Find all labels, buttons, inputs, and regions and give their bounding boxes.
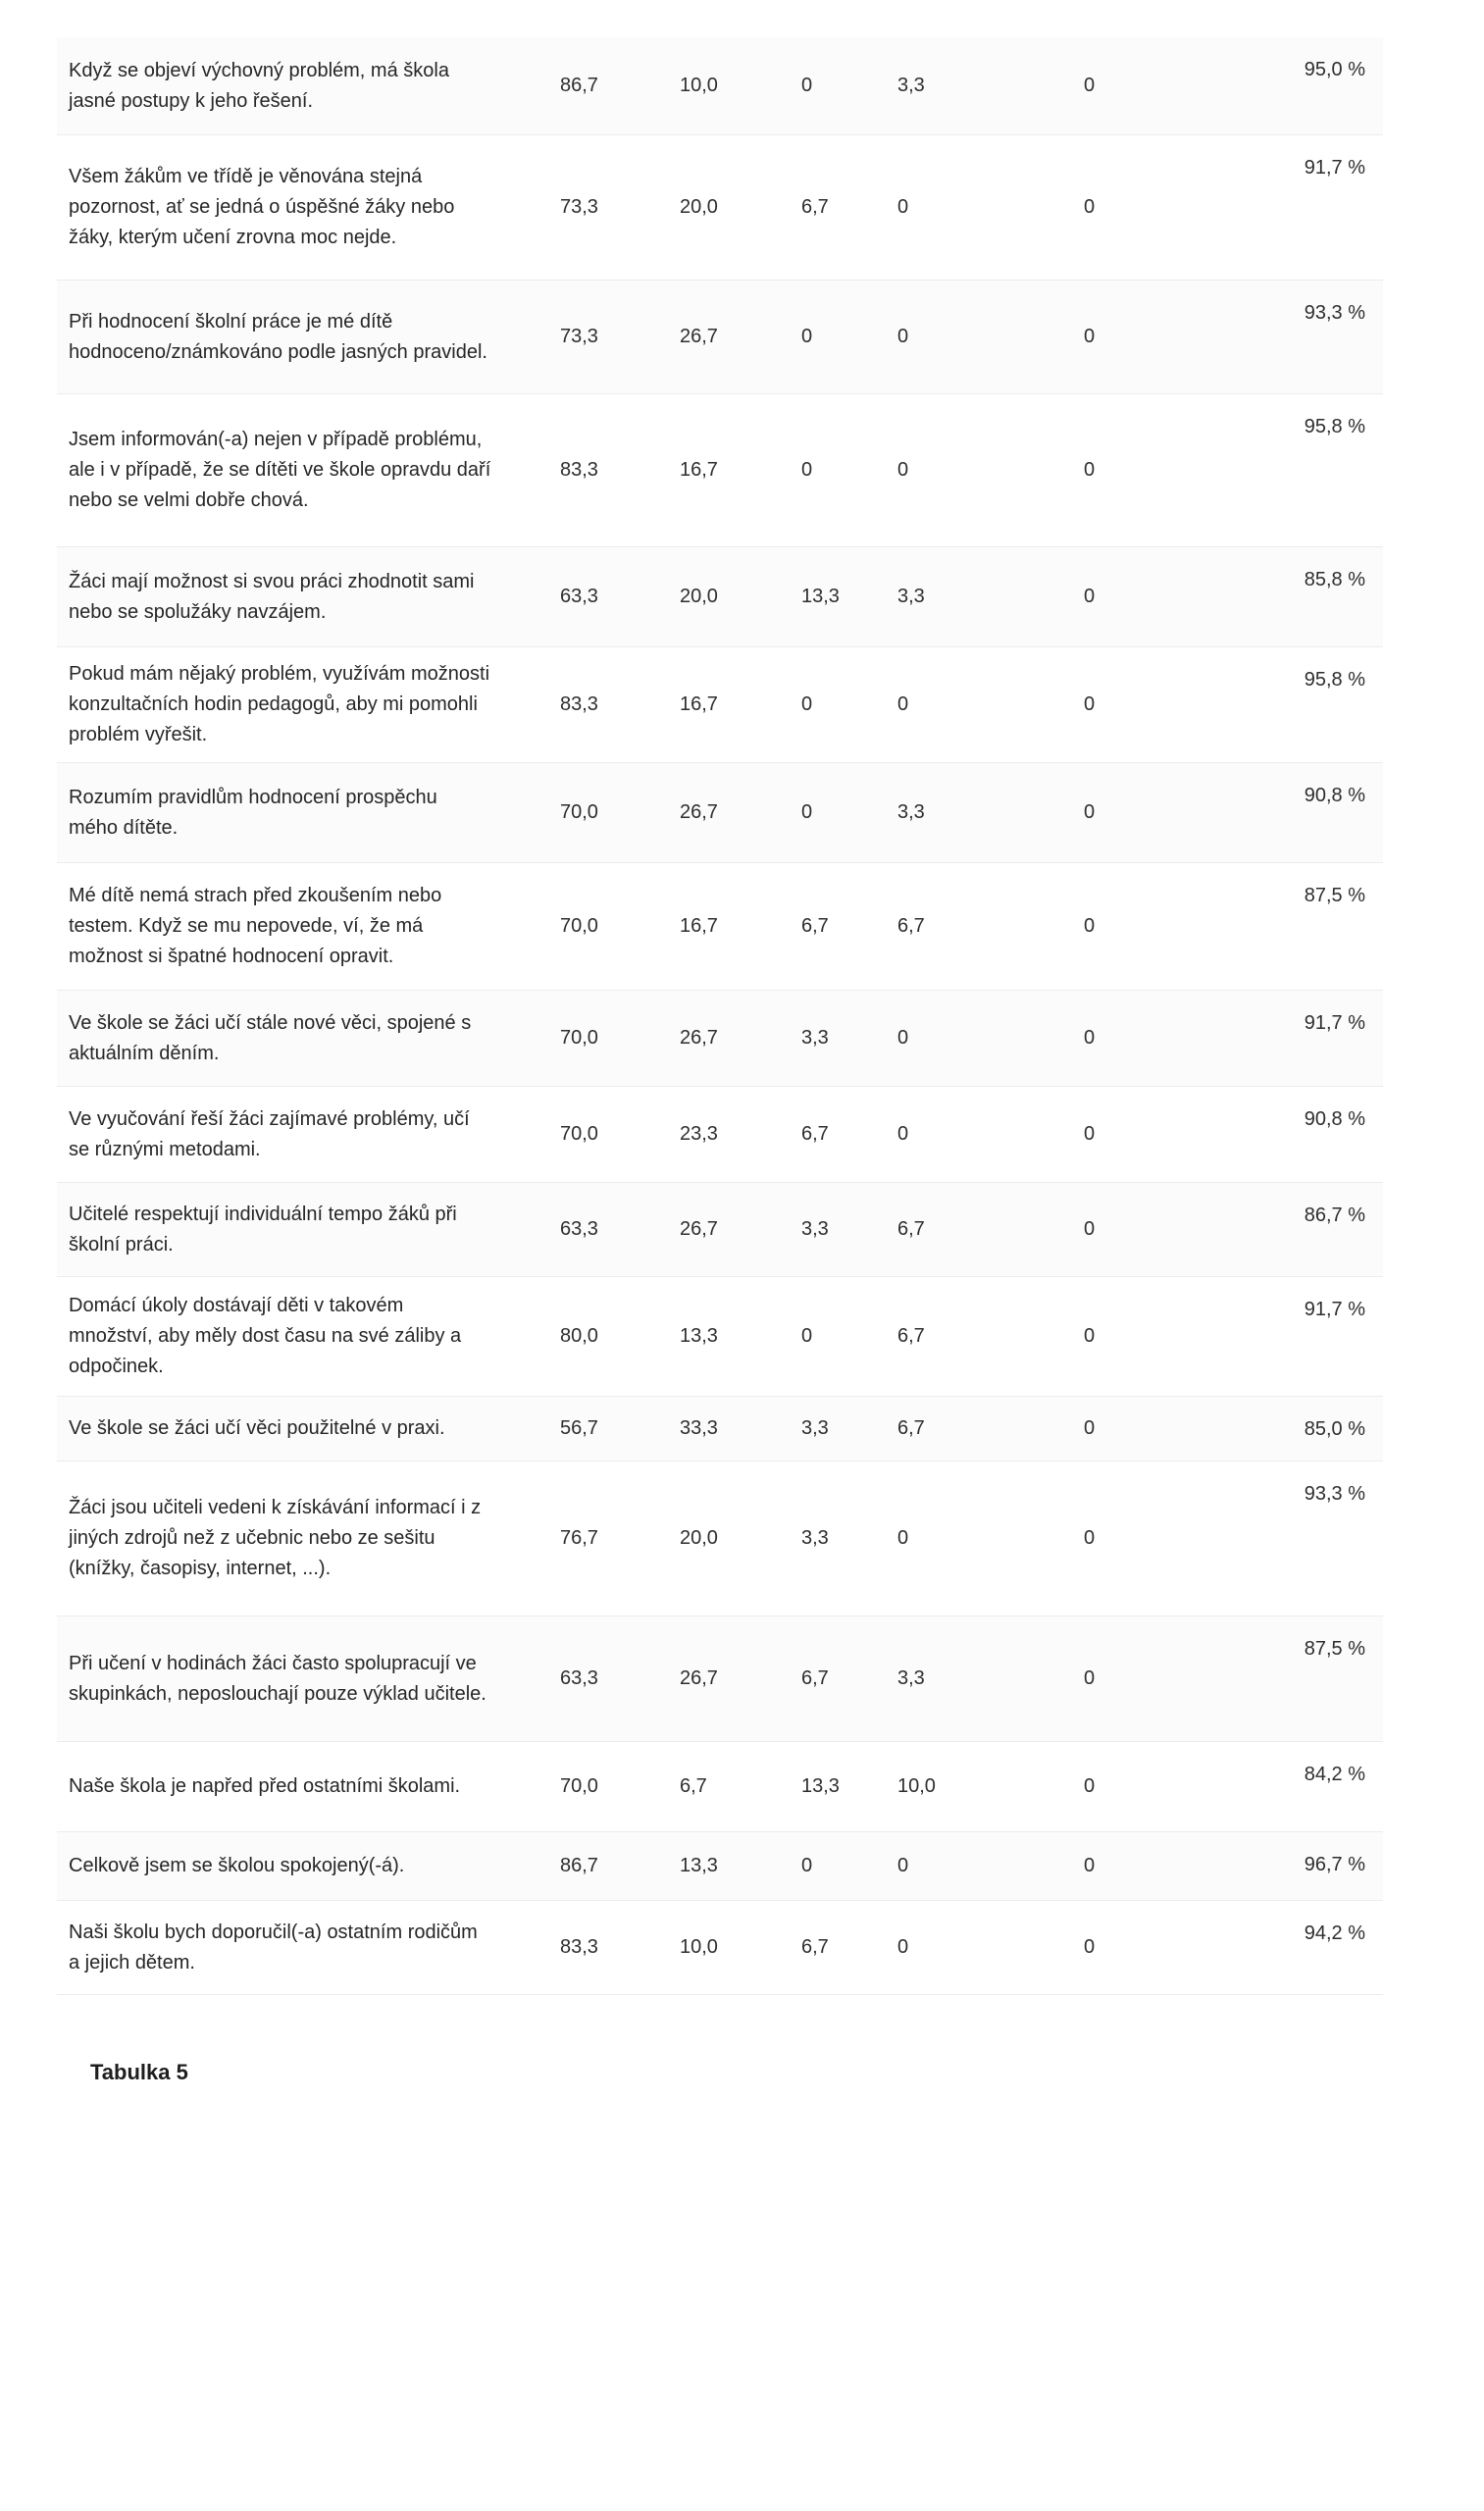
value-cell: 26,7: [680, 1218, 718, 1240]
value-cell: 0: [801, 693, 813, 715]
value-cell: 0: [1084, 1123, 1096, 1145]
value-cell: 10,0: [680, 75, 718, 96]
value-cell: 3,3: [897, 75, 925, 96]
value-cell: 0: [1084, 801, 1096, 823]
value-cell: 0: [1084, 1936, 1096, 1958]
value-cell: 13,3: [801, 586, 840, 607]
value-cell: 0: [897, 1527, 909, 1549]
value-cell: 6,7: [801, 196, 829, 218]
value-cell: 6,7: [897, 1218, 925, 1240]
value-cell: 3,3: [897, 1667, 925, 1689]
table-row: [57, 1616, 1383, 1742]
score-cell: 95,8 %: [1304, 669, 1365, 691]
value-cell: 0: [897, 1123, 909, 1145]
value-cell: 13,3: [801, 1775, 840, 1797]
table-row: [57, 1461, 1383, 1616]
statement-cell: Naši školu bych doporučil(-a) ostatním rodičům a jejich dětem.: [69, 1921, 478, 1973]
score-cell: 96,7 %: [1304, 1854, 1365, 1875]
value-cell: 73,3: [560, 326, 598, 347]
value-cell: 6,7: [801, 1936, 829, 1958]
score-cell: 95,8 %: [1304, 416, 1365, 437]
value-cell: 63,3: [560, 1218, 598, 1240]
value-cell: 86,7: [560, 75, 598, 96]
value-cell: 70,0: [560, 915, 598, 937]
statement-cell: Všem žákům ve třídě je věnována stejná pozornost, ať se jedná o úspěšné žáky nebo žáky, kterým učení zrovna moc nejde.: [69, 166, 455, 248]
value-cell: 70,0: [560, 1123, 598, 1145]
score-cell: 91,7 %: [1304, 157, 1365, 179]
score-cell: 86,7 %: [1304, 1204, 1365, 1226]
score-cell: 90,8 %: [1304, 785, 1365, 806]
value-cell: 26,7: [680, 1667, 718, 1689]
value-cell: 20,0: [680, 1527, 718, 1549]
table-row: [57, 647, 1383, 763]
table-row: [57, 1901, 1383, 1995]
table-row: [57, 1183, 1383, 1277]
value-cell: 56,7: [560, 1417, 598, 1439]
table-row: [57, 1742, 1383, 1832]
value-cell: 83,3: [560, 693, 598, 715]
score-cell: 93,3 %: [1304, 1483, 1365, 1505]
table-row: [57, 281, 1383, 394]
score-cell: 87,5 %: [1304, 885, 1365, 906]
statement-cell: Naše škola je napřed před ostatními školami.: [69, 1775, 461, 1797]
value-cell: 0: [1084, 1325, 1096, 1347]
value-cell: 0: [1084, 196, 1096, 218]
statement-cell: Ve vyučování řeší žáci zajímavé problémy, učí se různými metodami.: [69, 1107, 470, 1160]
value-cell: 26,7: [680, 1027, 718, 1049]
value-cell: 0: [1084, 1218, 1096, 1240]
value-cell: 0: [897, 693, 909, 715]
value-cell: 0: [801, 1855, 813, 1876]
value-cell: 26,7: [680, 326, 718, 347]
value-cell: 20,0: [680, 196, 718, 218]
value-cell: 6,7: [801, 1667, 829, 1689]
value-cell: 83,3: [560, 1936, 598, 1958]
survey-table: [57, 37, 1383, 1995]
statement-cell: Při hodnocení školní práce je mé dítě hodnoceno/známkováno podle jasných pravidel.: [69, 310, 487, 363]
value-cell: 0: [1084, 586, 1096, 607]
score-cell: 85,8 %: [1304, 569, 1365, 590]
value-cell: 0: [1084, 1027, 1096, 1049]
value-cell: 63,3: [560, 1667, 598, 1689]
value-cell: 0: [1084, 1775, 1096, 1797]
value-cell: 76,7: [560, 1527, 598, 1549]
value-cell: 0: [801, 75, 813, 96]
score-cell: 90,8 %: [1304, 1108, 1365, 1130]
value-cell: 16,7: [680, 915, 718, 937]
statement-cell: Rozumím pravidlům hodnocení prospěchu mého dítěte.: [69, 786, 437, 839]
value-cell: 3,3: [801, 1218, 829, 1240]
statement-cell: Mé dítě nemá strach před zkoušením nebo testem. Když se mu nepovede, ví, že má možnost si špatné hodnocení opravit.: [69, 885, 442, 967]
value-cell: 10,0: [897, 1775, 936, 1797]
value-cell: 16,7: [680, 459, 718, 481]
statement-cell: Učitelé respektují individuální tempo žáků při školní práci.: [69, 1203, 457, 1256]
value-cell: 0: [801, 1325, 813, 1347]
value-cell: 0: [1084, 693, 1096, 715]
statement-cell: Žáci mají možnost si svou práci zhodnotit sami nebo se spolužáky navzájem.: [69, 570, 475, 623]
value-cell: 3,3: [801, 1027, 829, 1049]
score-cell: 91,7 %: [1304, 1012, 1365, 1034]
score-cell: 93,3 %: [1304, 302, 1365, 324]
value-cell: 0: [1084, 1417, 1096, 1439]
value-cell: 0: [897, 1855, 909, 1876]
value-cell: 16,7: [680, 693, 718, 715]
value-cell: 73,3: [560, 196, 598, 218]
table-row: [57, 763, 1383, 863]
statement-cell: Domácí úkoly dostávají děti v takovém množství, aby měly dost času na své záliby a odpočinek.: [69, 1295, 462, 1377]
value-cell: 6,7: [897, 1417, 925, 1439]
score-cell: 87,5 %: [1304, 1638, 1365, 1660]
table-row: [57, 135, 1383, 281]
statement-cell: Jsem informován(-a) nejen v případě problému, ale i v případě, že se dítěti ve škole opravdu daří nebo se velmi dobře chová.: [69, 429, 491, 511]
value-cell: 63,3: [560, 586, 598, 607]
table-row: [57, 394, 1383, 547]
value-cell: 0: [897, 196, 909, 218]
value-cell: 0: [1084, 459, 1096, 481]
statement-cell: Ve škole se žáci učí věci použitelné v praxi.: [69, 1417, 445, 1439]
value-cell: 70,0: [560, 1775, 598, 1797]
value-cell: 0: [897, 326, 909, 347]
value-cell: 26,7: [680, 801, 718, 823]
table-row: [57, 1277, 1383, 1397]
value-cell: 86,7: [560, 1855, 598, 1876]
table-row: [57, 1832, 1383, 1901]
value-cell: 83,3: [560, 459, 598, 481]
value-cell: 3,3: [897, 586, 925, 607]
table-caption: Tabulka 5: [90, 2060, 188, 2084]
statement-cell: Ve škole se žáci učí stále nové věci, spojené s aktuálním děním.: [69, 1011, 472, 1064]
value-cell: 13,3: [680, 1855, 718, 1876]
statement-cell: Pokud mám nějaký problém, využívám možnosti konzultačních hodin pedagogů, aby mi pomohli problém vyřešit.: [69, 663, 490, 745]
value-cell: 3,3: [801, 1527, 829, 1549]
value-cell: 0: [801, 326, 813, 347]
value-cell: 0: [1084, 1855, 1096, 1876]
score-cell: 85,0 %: [1304, 1418, 1365, 1440]
value-cell: 13,3: [680, 1325, 718, 1347]
score-cell: 91,7 %: [1304, 1299, 1365, 1320]
table-row: [57, 37, 1383, 135]
value-cell: 6,7: [897, 915, 925, 937]
value-cell: 3,3: [897, 801, 925, 823]
value-cell: 33,3: [680, 1417, 718, 1439]
value-cell: 0: [897, 1027, 909, 1049]
score-cell: 95,0 %: [1304, 59, 1365, 80]
score-cell: 94,2 %: [1304, 1922, 1365, 1944]
value-cell: 0: [1084, 75, 1096, 96]
table-row: [57, 547, 1383, 647]
value-cell: 0: [897, 1936, 909, 1958]
value-cell: 3,3: [801, 1417, 829, 1439]
score-cell: 84,2 %: [1304, 1764, 1365, 1785]
value-cell: 0: [801, 459, 813, 481]
value-cell: 70,0: [560, 801, 598, 823]
value-cell: 0: [1084, 1667, 1096, 1689]
statement-cell: Když se objeví výchovný problém, má škola jasné postupy k jeho řešení.: [69, 59, 449, 112]
value-cell: 6,7: [801, 1123, 829, 1145]
table-row: [57, 863, 1383, 991]
statement-cell: Žáci jsou učiteli vedeni k získávání informací i z jiných zdrojů než z učebnic nebo ze sešitu (knížky, časopisy, internet, ...).: [69, 1497, 482, 1579]
value-cell: 80,0: [560, 1325, 598, 1347]
value-cell: 6,7: [680, 1775, 707, 1797]
table-row: [57, 1087, 1383, 1183]
value-cell: 23,3: [680, 1123, 718, 1145]
value-cell: 6,7: [801, 915, 829, 937]
value-cell: 10,0: [680, 1936, 718, 1958]
value-cell: 0: [1084, 1527, 1096, 1549]
value-cell: 6,7: [897, 1325, 925, 1347]
table-row: [57, 1397, 1383, 1461]
value-cell: 70,0: [560, 1027, 598, 1049]
value-cell: 0: [897, 459, 909, 481]
value-cell: 0: [1084, 326, 1096, 347]
table-row: [57, 991, 1383, 1087]
value-cell: 0: [801, 801, 813, 823]
statement-cell: Celkově jsem se školou spokojený(-á).: [69, 1855, 405, 1876]
value-cell: 0: [1084, 915, 1096, 937]
statement-cell: Při učení v hodinách žáci často spolupracují ve skupinkách, neposlouchají pouze výklad učitele.: [69, 1652, 486, 1705]
value-cell: 20,0: [680, 586, 718, 607]
